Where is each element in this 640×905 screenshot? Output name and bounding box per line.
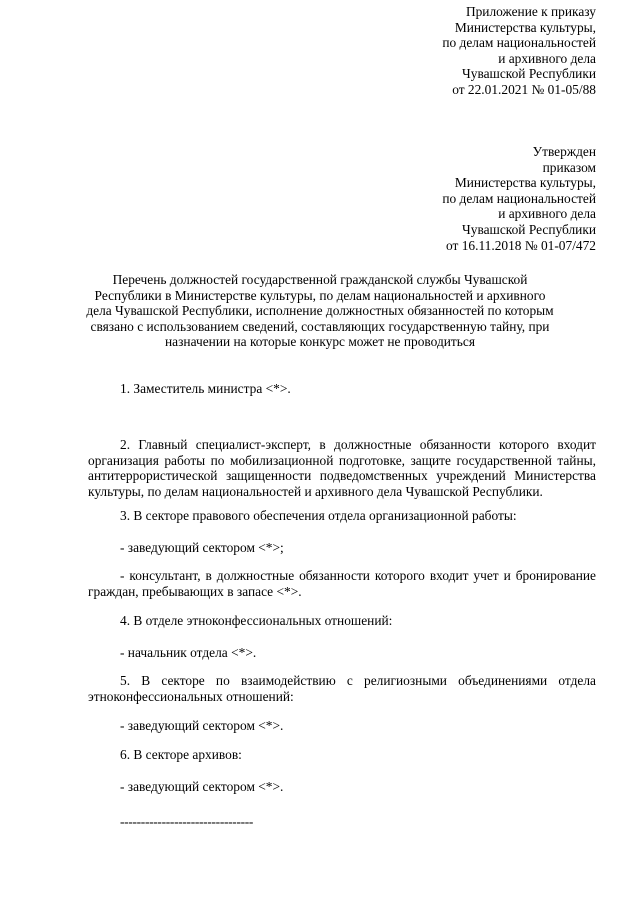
appendix-line: по делам национальностей bbox=[442, 35, 596, 51]
list-item-2: 2. Главный специалист-эксперт, в должностные обязанности которого входит организация работы по мобилизационной подготовке, защите государственной тайны, антитеррористической защищенности подведомственных учреждений Министерства культуры, по делам национальностей и архивного дела Чувашской Республики. bbox=[88, 437, 596, 499]
approved-line: и архивного дела bbox=[498, 206, 596, 222]
approved-line: Министерства культуры, bbox=[454, 175, 596, 191]
approved-line: по делам национальностей bbox=[442, 190, 596, 206]
list-item-1: 1. Заместитель министра <*>. bbox=[120, 381, 291, 396]
approved-line: от 16.11.2018 № 01-07/472 bbox=[446, 237, 596, 253]
document-title: Перечень должностей государственной гражданской службы Чувашской Республики в Министерстве культуры, по делам национальностей и архивного дела Чувашской Республики, исполнение должностных обязанностей по которым связано с использованием сведений, составляющих государственную тайну, при назначении на которые конкурс может не проводиться bbox=[86, 272, 554, 350]
approved-line: приказом bbox=[542, 159, 596, 175]
list-item-6-head: - заведующий сектором <*>. bbox=[120, 779, 284, 794]
approved-header bbox=[442, 144, 596, 253]
appendix-line: Чувашской Республики bbox=[462, 66, 596, 82]
approved-line: Чувашской Республики bbox=[462, 221, 596, 237]
list-item-3-consultant: - консультант, в должностные обязанности которого входит учет и бронирование граждан, пребывающих в запасе <*>. bbox=[88, 568, 596, 599]
list-item-4: 4. В отделе этноконфессиональных отношений: bbox=[120, 613, 393, 628]
list-item-4-head: - начальник отдела <*>. bbox=[120, 645, 257, 660]
appendix-line: и архивного дела bbox=[498, 50, 596, 66]
footnote-separator: -------------------------------- bbox=[120, 814, 254, 829]
list-item-3: 3. В секторе правового обеспечения отдела организационной работы: bbox=[120, 508, 517, 523]
appendix-header bbox=[442, 4, 596, 98]
appendix-line: Приложение к приказу bbox=[465, 4, 596, 19]
list-item-5-head: - заведующий сектором <*>. bbox=[120, 718, 284, 733]
list-item-5: 5. В секторе по взаимодействию с религиозными объединениями отдела этноконфессиональных отношений: bbox=[88, 673, 596, 704]
list-item-6: 6. В секторе архивов: bbox=[120, 747, 242, 762]
list-item-3-head: - заведующий сектором <*>; bbox=[120, 540, 284, 555]
appendix-line: Министерства культуры, bbox=[454, 19, 596, 35]
appendix-line: от 22.01.2021 № 01-05/88 bbox=[452, 81, 596, 97]
approved-line: Утвержден bbox=[532, 144, 596, 159]
